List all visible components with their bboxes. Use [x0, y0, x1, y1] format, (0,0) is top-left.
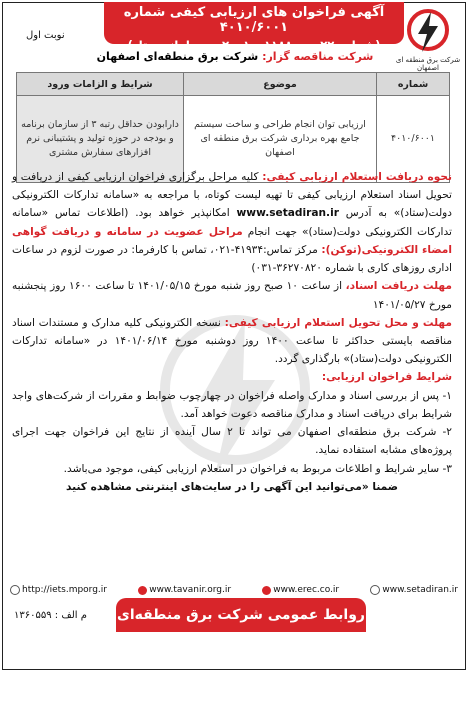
link-iets[interactable]: [10, 585, 107, 595]
lightning-logo-icon: [400, 8, 456, 56]
notice-number: نوبت اول: [26, 30, 65, 41]
deadline-receive-body: از ساعت ۱۰ صبح روز شنبه مورخ ۱۴۰۱/۰۵/۱۵ تا ساعت ۱۶۰۰ روز پنجشنبه مورخ ۱۴۰۱/۰۵/۲۷: [12, 280, 452, 311]
condition-2: ۲- شرکت برق منطقه‌ای اصفهان می تواند تا ۲ سال آینده از نتایج این فراخوان جهت اجرای پروژه‌های مشابه استفاده نماید.: [12, 426, 452, 457]
tender-table: [16, 72, 453, 183]
cell-conditions: دارابودن حداقل رتبه ۳ از سازمان برنامه و بودجه در حوزه تولید و پشتیبانی نرم افزارهای سفارش مشتری: [17, 96, 184, 183]
receive-body: کلیه مراحل برگزاری فراخوان ارزیابی کیفی از دریافت و تحویل اسناد استعلام ارزیابی کیفی تا تهیه لیست کوتاه، با مراجعه به «سامانه تدارکات الکترونیکی دولت(ستاد)» به آدرس: [12, 171, 453, 220]
deadline-submit-title: مهلت و محل تحویل استعلام ارزیابی کیفی:: [224, 316, 452, 329]
globe-icon: [10, 585, 20, 595]
receive-body-2: امکانپذیر خواهد بود. (اطلاعات تماس «سامانه تدارکات الکترونیکی دولت(ستاد)» جهت انجام: [12, 207, 452, 238]
receive-title: نحوه دریافت استعلام ارزیابی کیفی:: [262, 171, 453, 183]
title-banner: [104, 2, 404, 52]
organizer-line: [4, 50, 466, 63]
link-iets-text: http://iets.mporg.ir: [22, 585, 107, 595]
condition-3: ۳- سایر شرایط و اطلاعات مربوط به فراخوان در استعلام ارزیابی کیفی، موجود می‌باشد.: [63, 462, 452, 475]
website-links: [10, 582, 458, 598]
logo-caption: شرکت برق منطقه ای اصفهان: [395, 56, 461, 72]
conditions-title: شرایط فراخوان ارزیابی:: [321, 371, 452, 384]
deadline-submit-paragraph: [12, 314, 452, 369]
title-line-2: (شماره ۲۰۰۱۰۰۱۱۸۸۰۰۰۰۲۲ در سامانه ستاد): [127, 38, 381, 52]
header: [4, 0, 466, 72]
title-line-1: آگهی فراخوان های ارزیابی کیفی شماره ۴۰۱۰/۶۰۰۱: [123, 5, 385, 35]
bolt-icon: [262, 586, 271, 595]
condition-1: ۱- پس از بررسی اسناد و مدارک واصله فراخوان در چهارچوب ضوابط و مقررات از شرکت‌های واجد شرایط برای دریافت اسناد و مدارک مناقصه دعوت خواهد آمد.: [12, 389, 452, 420]
header-conditions: شرایط و الزامات ورود: [17, 73, 184, 96]
deadline-submit-body: نسخه الکترونیکی کلیه مدارک و مستندات اسناد مناقصه بایستی حداکثر تا ساعت ۱۴۰۰ روز دوشنبه مورخ ۱۴۰۱/۰۶/۱۴ در «سامانه تدارکات الکترونیکی دولت(ستاد)» بارگذاری گردد.: [12, 316, 452, 366]
link-setad-text: www.setadiran.ir: [382, 585, 458, 595]
link-tavanir-text: www.tavanir.org.ir: [149, 585, 232, 595]
notice-body: [12, 168, 452, 496]
receive-paragraph: [12, 168, 452, 277]
setad-link[interactable]: www.setadiran.ir: [236, 207, 339, 220]
bolt-icon: [138, 586, 147, 595]
membership-body: مرکز تماس:۴۱۹۳۴-۰۲۱، تماس با کارفرما: در صورت لزوم در ساعات اداری روزهای کاری با شماره ۳۶۲۷۰۸۲۰-۰۳۱): [12, 243, 452, 275]
footer-banner: روابط عمومی شرکت برق منطقه‌ای اصفهان: [116, 598, 366, 632]
link-erec[interactable]: [262, 585, 339, 595]
deadline-receive-paragraph: [12, 277, 452, 313]
link-tavanir[interactable]: [138, 585, 231, 595]
notice-code: م الف : ۱۳۶۰۵۵۹: [14, 610, 87, 621]
closing-line: ضمنا «می‌توانید این آگهی را در سایت‌های اینترنتی مشاهده کنید: [66, 480, 398, 493]
cell-subject: ارزیابی توان انجام طراحی و ساخت سیستم جامع بهره برداری شرکت برق منطقه ای اصفهان: [184, 96, 377, 183]
globe-icon: [370, 585, 380, 595]
membership-title: مراحل عضویت در سامانه و دریافت گواهی امضاء الکترونیکی(توکن):: [12, 225, 452, 256]
header-number: شماره: [377, 73, 450, 96]
link-erec-text: www.erec.co.ir: [273, 585, 340, 595]
link-setad[interactable]: [370, 585, 458, 595]
table-header-row: [17, 73, 450, 96]
organizer-name: شرکت برق منطقه‌ای اصفهان: [96, 50, 259, 63]
cell-number: ۴۰۱۰/۶۰۰۱: [377, 96, 450, 183]
deadline-receive-title: مهلت دریافت اسناد،: [345, 280, 452, 293]
organizer-label: شرکت مناقصه گزار:: [262, 50, 374, 63]
header-subject: موضوع: [184, 73, 377, 96]
